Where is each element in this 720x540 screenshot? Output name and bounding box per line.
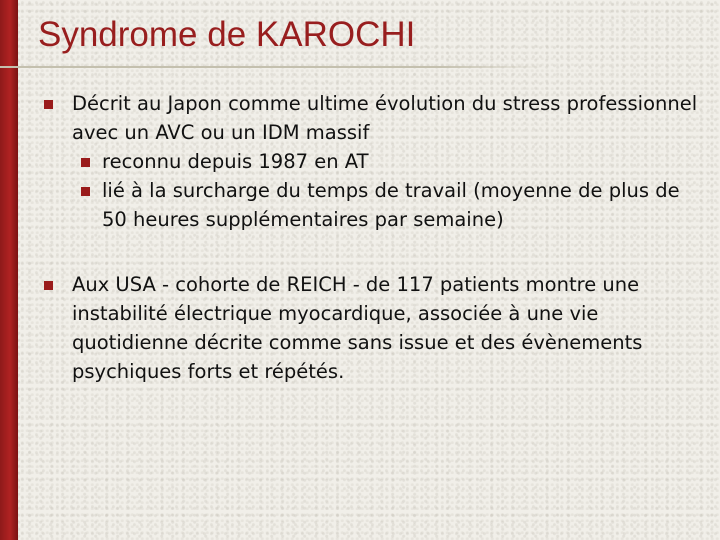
bullet-text: Décrit au Japon comme ultime évolution du stress professionnel avec un AVC ou un IDM massif	[72, 92, 698, 144]
sub-bullet-item	[72, 147, 700, 176]
sub-bullet-text: lié à la surcharge du temps de travail (moyenne de plus de 50 heures supplémentaires par semaine)	[102, 179, 680, 231]
square-bullet-icon	[81, 158, 90, 167]
square-bullet-icon	[81, 187, 90, 196]
bullet-text: Aux USA - cohorte de REICH - de 117 patients montre une instabilité électrique myocardique, associée à une vie quotidienne décrite comme sans issue et des évènements psychiques forts et répétés.	[72, 273, 643, 383]
sub-bullet-list	[72, 147, 700, 234]
slide-body	[44, 89, 700, 386]
left-accent-bar	[0, 0, 18, 540]
bullet-japan	[44, 89, 700, 234]
title-underline	[0, 66, 548, 68]
square-bullet-icon	[44, 281, 53, 290]
square-bullet-icon	[44, 100, 53, 109]
slide-title: Syndrome de KAROCHI	[38, 15, 416, 54]
sub-bullet-item	[72, 176, 700, 234]
sub-bullet-text: reconnu depuis 1987 en AT	[102, 150, 369, 173]
bullet-usa	[44, 270, 700, 386]
